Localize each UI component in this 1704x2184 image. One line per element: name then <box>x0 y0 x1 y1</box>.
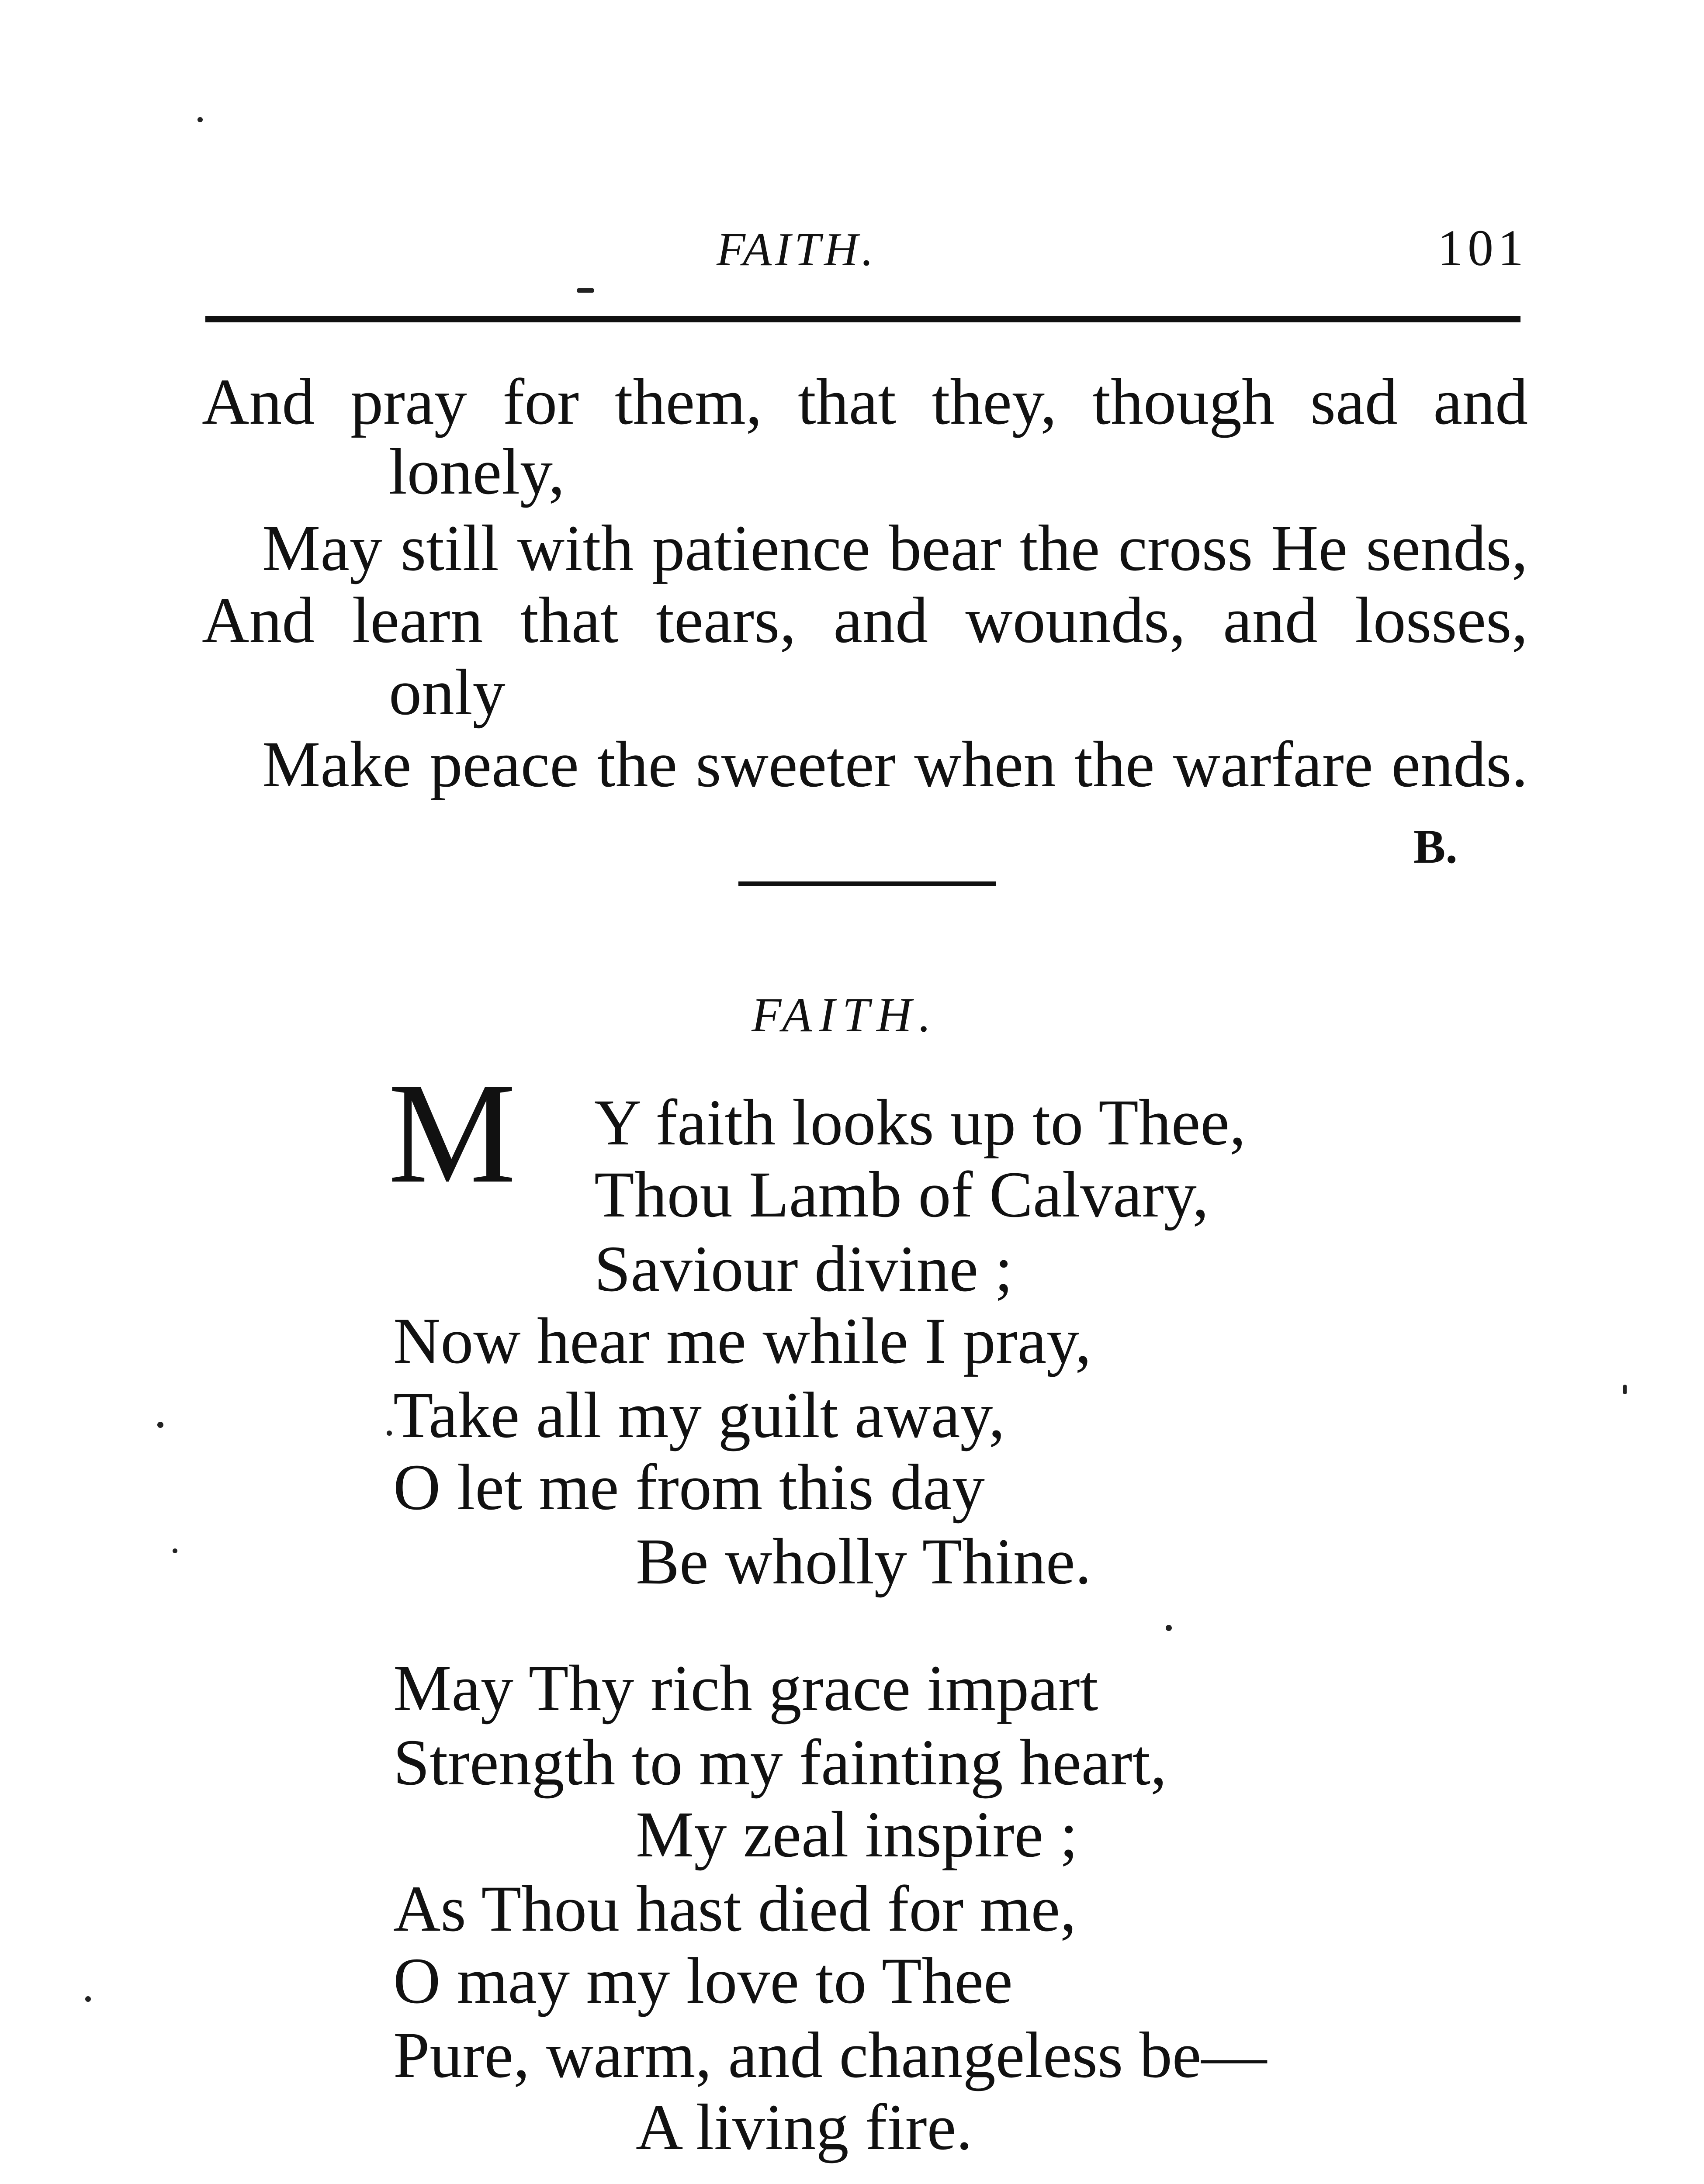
poem-line: May Thy rich grace impart <box>393 1652 1098 1724</box>
continued-poem-line: lonely, <box>389 435 565 508</box>
poem-line: As Thou hast died for me, <box>393 1873 1077 1945</box>
header-rule <box>205 316 1520 322</box>
poem-line: O may my love to Thee <box>393 1945 1013 2017</box>
continued-poem-line: May still with patience bear the cross He sends, <box>262 512 1528 584</box>
scan-speck <box>85 1996 91 2002</box>
poem-line: Take all my guilt away, <box>393 1379 1005 1451</box>
poem-line: Pure, warm, and changeless be— <box>393 2019 1267 2091</box>
drop-cap: M <box>388 1054 516 1213</box>
scan-speck <box>173 1548 177 1553</box>
poem-line: O let me from this day <box>393 1451 985 1524</box>
running-title: FAITH. <box>717 224 877 276</box>
continued-poem-line: And learn that tears, and wounds, and losses, <box>202 584 1528 657</box>
poem-line: Saviour divine ; <box>594 1233 1013 1305</box>
poem-line: Be wholly Thine. <box>636 1525 1091 1598</box>
poem-line: My zeal inspire ; <box>636 1798 1078 1871</box>
scan-speck <box>387 1431 392 1436</box>
scan-speck <box>157 1422 163 1428</box>
poem-line: A living fire. <box>636 2091 973 2163</box>
section-separator <box>738 881 996 886</box>
scan-speck <box>1166 1625 1172 1631</box>
scan-speck <box>577 288 594 293</box>
poem-title: FAITH. <box>752 988 938 1042</box>
continued-poem-line: only <box>389 656 506 729</box>
continued-poem-line: And pray for them, that they, though sad and <box>202 366 1528 438</box>
poem-line: Thou Lamb of Calvary, <box>594 1158 1209 1231</box>
poem-line: Y faith looks up to Thee, <box>594 1086 1246 1159</box>
scan-speck <box>1623 1385 1627 1394</box>
continued-poem-line: Make peace the sweeter when the warfare ends. <box>262 728 1528 801</box>
poem-line: Strength to my fainting heart, <box>393 1726 1167 1799</box>
author-signature: B. <box>1413 820 1458 873</box>
page-number: 101 <box>1437 219 1528 276</box>
poem-line: Now hear me while I pray, <box>393 1305 1091 1377</box>
scan-speck <box>197 117 203 122</box>
